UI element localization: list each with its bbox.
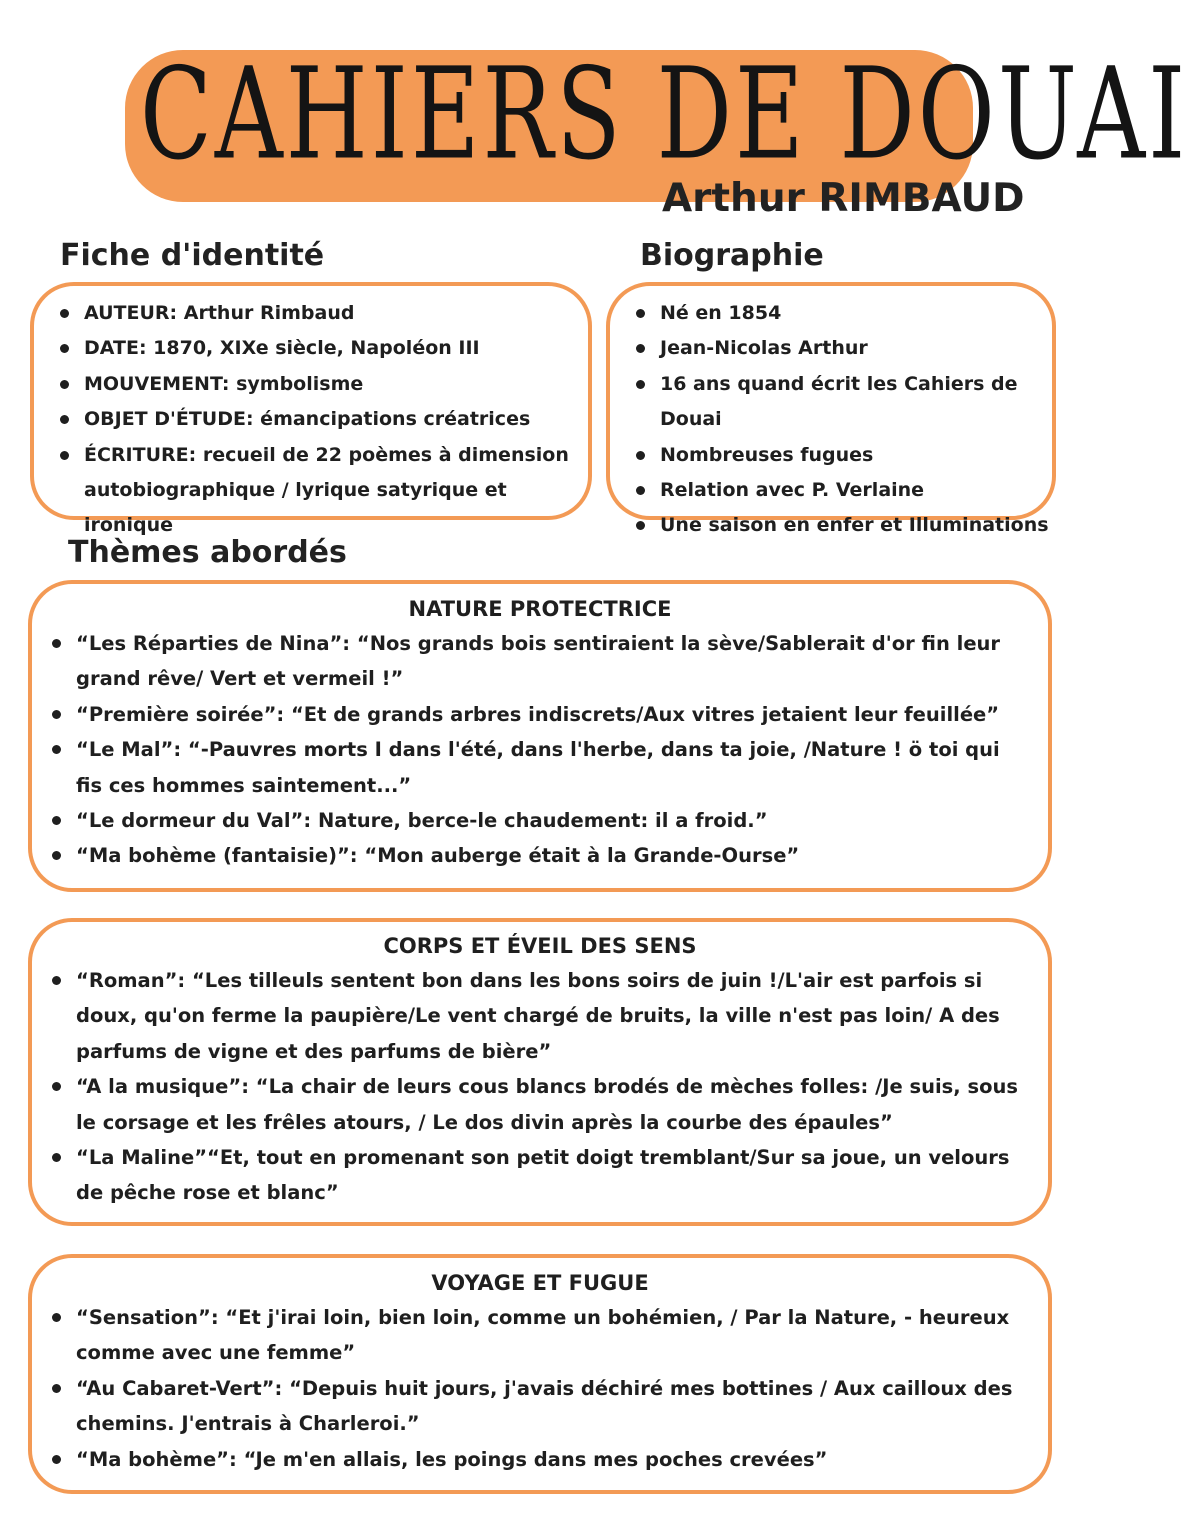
biography-heading: Biographie: [640, 238, 824, 273]
identity-list: [60, 296, 582, 544]
theme-item: “Ma bohème (fantaisie)”: “Mon auberge était à la Grande-Ourse”: [52, 838, 1032, 873]
theme-item: “Première soirée”: “Et de grands arbres indiscrets/Aux vitres jetaient leur feuillée”: [52, 697, 1032, 732]
identity-box: [30, 282, 592, 537]
theme-nature: [28, 592, 1052, 874]
biography-list: [636, 296, 1050, 544]
theme-voyage: [28, 1266, 1052, 1477]
biography-box: [606, 282, 1056, 537]
theme-list: [28, 963, 1052, 1211]
theme-list: [28, 1300, 1052, 1477]
themes-heading: Thèmes abordés: [68, 535, 347, 570]
theme-title: NATURE PROTECTRICE: [408, 597, 672, 621]
biography-item: 16 ans quand écrit les Cahiers de Douai: [636, 367, 1050, 438]
biography-item: Né en 1854: [636, 296, 1050, 331]
identity-heading: Fiche d'identité: [60, 238, 325, 273]
theme-corps: [28, 929, 1052, 1211]
theme-item: “Au Cabaret-Vert”: “Depuis huit jours, j'avais déchiré mes bottines / Aux cailloux des chemins. J'entrais à Charleroi.”: [52, 1371, 1032, 1442]
theme-item: “Ma bohème”: “Je m'en allais, les poings dans mes poches crevées”: [52, 1442, 1032, 1477]
theme-item: “Les Réparties de Nina”: “Nos grands bois sentiraient la sève/Sablerait d'or fin leur grand rêve/ Vert et vermeil !”: [52, 626, 1032, 697]
theme-list: [28, 626, 1052, 874]
identity-item: MOUVEMENT: symbolisme: [60, 367, 582, 402]
identity-item: DATE: 1870, XIXe siècle, Napoléon III: [60, 331, 582, 366]
biography-item: Relation avec P. Verlaine: [636, 473, 1050, 508]
biography-item: Nombreuses fugues: [636, 438, 1050, 473]
theme-title: CORPS ET ÉVEIL DES SENS: [383, 934, 697, 958]
biography-item: Une saison en enfer et Illuminations: [636, 508, 1050, 543]
page-title: CAHIERS DE DOUAI: [140, 41, 1188, 189]
theme-item: “Le dormeur du Val”: Nature, berce-le chaudement: il a froid.”: [52, 803, 1032, 838]
theme-item: “A la musique”: “La chair de leurs cous blancs brodés de mèches folles: /Je suis, sous le corsage et les frêles atours, / Le dos divin après la courbe des épaules”: [52, 1069, 1042, 1140]
theme-item: “Le Mal”: “-Pauvres morts I dans l'été, dans l'herbe, dans ta joie, /Nature ! ö toi qui fis ces hommes saintement...”: [52, 732, 1032, 803]
identity-item: AUTEUR: Arthur Rimbaud: [60, 296, 582, 331]
theme-item: “Roman”: “Les tilleuls sentent bon dans les bons soirs de juin !/L'air est parfois si doux, qu'on ferme la paupière/Le vent chargé de bruits, la ville n'est pas loin/ A des parfums de vigne et des parfums de bière”: [52, 963, 1042, 1069]
identity-item: ÉCRITURE: recueil de 22 poèmes à dimension autobiographique / lyrique satyrique et ironique: [60, 438, 582, 544]
theme-title: VOYAGE ET FUGUE: [431, 1271, 649, 1295]
biography-item: Jean-Nicolas Arthur: [636, 331, 1050, 366]
author-name: Arthur RIMBAUD: [662, 176, 1025, 221]
theme-item: “La Maline”“Et, tout en promenant son petit doigt tremblant/Sur sa joue, un velours de pêche rose et blanc”: [52, 1140, 1042, 1211]
theme-item: “Sensation”: “Et j'irai loin, bien loin, comme un bohémien, / Par la Nature, - heureux comme avec une femme”: [52, 1300, 1032, 1371]
identity-item: OBJET D'ÉTUDE: émancipations créatrices: [60, 402, 582, 437]
